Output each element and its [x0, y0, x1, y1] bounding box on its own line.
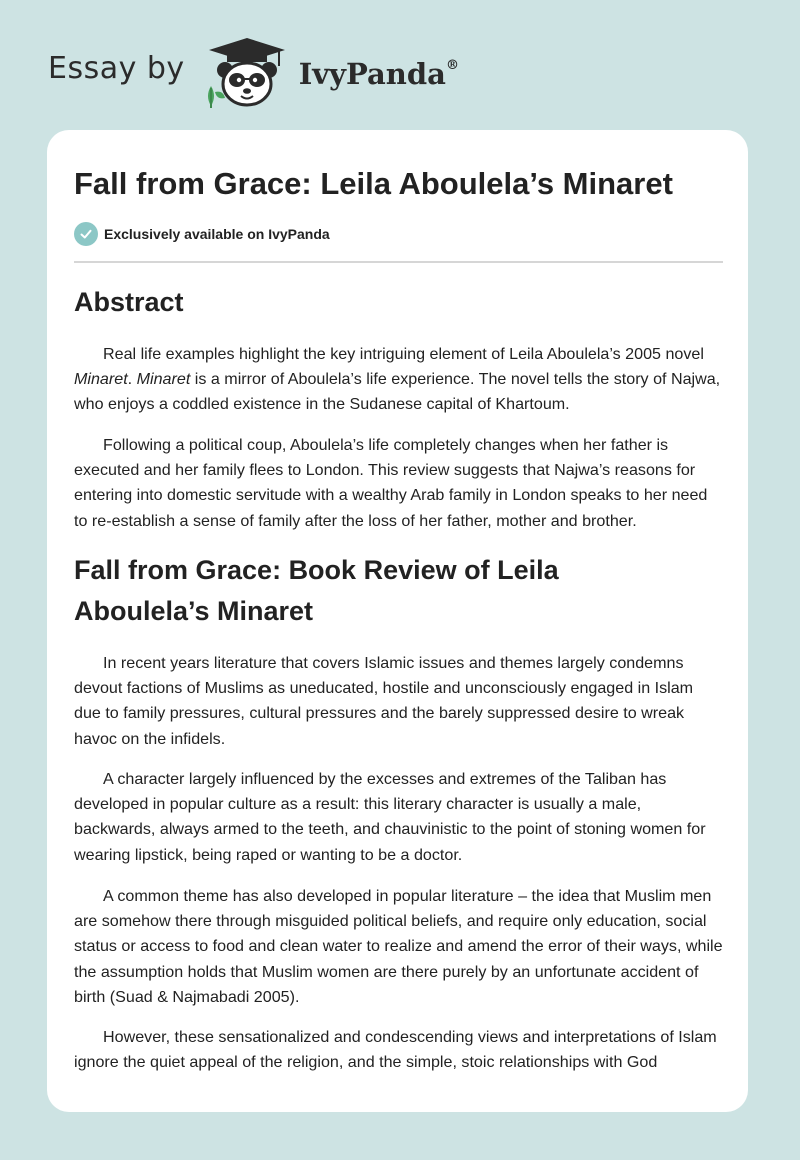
review-paragraph-4: However, these sensationalized and condescending views and interpretations of Islam ignore the quiet appeal of the religion, and the simple, stoic relationships with God — [74, 1028, 717, 1072]
article-title: Fall from Grace: Leila Aboulela’s Minaret — [74, 166, 673, 201]
check-icon — [74, 222, 98, 246]
panda-logo-icon[interactable] — [201, 36, 293, 108]
divider — [74, 261, 723, 263]
brand-name: IvyPanda® — [298, 57, 459, 91]
review-paragraph-2: A character largely influenced by the excesses and extremes of the Taliban has developed in popular culture as a result: this literary character is usually a male, backwards, always armed to the teeth, and chauvinistic to the point of stoning women for wearing lipstick, being raped or wanting to be a doctor. — [74, 770, 706, 864]
section-heading-abstract: Abstract — [74, 287, 184, 317]
paragraph — [74, 433, 724, 534]
paragraph — [74, 1025, 724, 1075]
abstract-paragraph-1: Real life examples highlight the key intriguing element of Leila Aboulela’s 2005 novel Minaret. Minaret is a mirror of Aboulela’s life experience. The novel tells the story of Najwa, who enjoys a coddled existence in the Sudanese capital of Khartoum. — [74, 345, 721, 414]
essay-by-label: Essay by — [48, 50, 185, 86]
exclusive-badge-text: Exclusively available on IvyPanda — [104, 226, 330, 242]
section-heading-review: Fall from Grace: Book Review of Leila Aboulela’s Minaret — [74, 555, 559, 626]
registered-mark: ® — [445, 58, 459, 74]
abstract-paragraph-2: Following a political coup, Aboulela’s life completely changes when her father is executed and her family flees to London. This review suggests that Najwa’s reasons for entering into domestic servitude with a wealthy Arab family in London speaks to her need to re-establish a sense of family after the loss of her father, mother and brother. — [74, 436, 708, 530]
site-header — [48, 36, 459, 108]
review-paragraph-1: In recent years literature that covers Islamic issues and themes largely condemns devout factions of Muslims as uneducated, hostile and unconsciously engaged in Islam due to family pressures, cultural pressures and the barely suppressed desire to wreak havoc on the infidels. — [74, 654, 694, 748]
exclusive-badge — [74, 222, 330, 246]
paragraph — [74, 884, 724, 1010]
article-card — [47, 130, 748, 1112]
paragraph — [74, 651, 724, 752]
paragraph — [74, 767, 724, 868]
review-paragraph-3: A common theme has also developed in popular literature – the idea that Muslim men are somehow there through misguided political beliefs, and require only education, social status or access to food and clean water to realize and amend the error of their ways, while the assumption holds that Muslim women are there purely by an unfortunate accident of birth (Suad & Najmabadi 2005). — [74, 887, 723, 1006]
paragraph — [74, 342, 724, 418]
